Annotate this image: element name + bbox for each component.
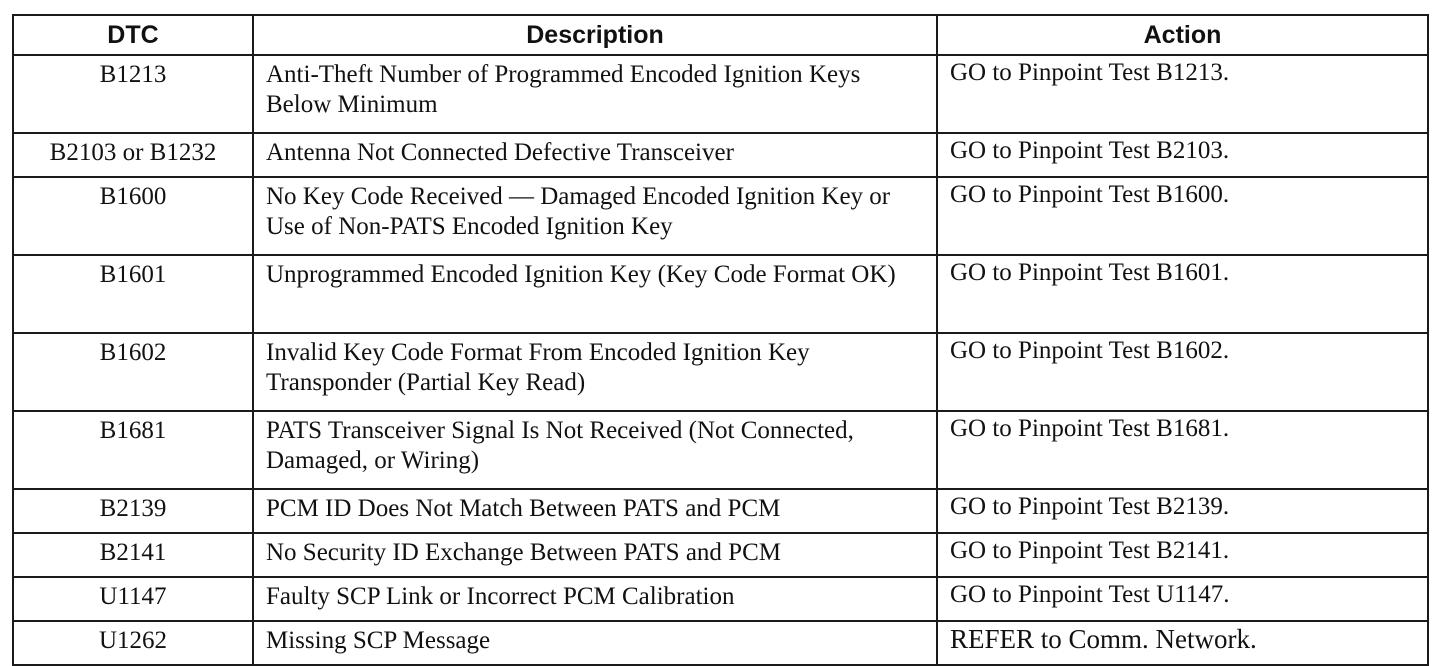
table-row <box>13 133 1428 177</box>
action-cell: GO to Pinpoint Test B1213. <box>937 55 1428 133</box>
table-row <box>13 177 1428 255</box>
table-row <box>13 55 1428 133</box>
table-row <box>13 533 1428 577</box>
table-header <box>13 15 1428 55</box>
action-cell: GO to Pinpoint Test B1602. <box>937 333 1428 411</box>
table-row <box>13 255 1428 333</box>
description-cell: PATS Transceiver Signal Is Not Received (Not Connected, Damaged, or Wiring) <box>253 411 937 489</box>
dtc-cell: B1681 <box>13 411 253 489</box>
action-cell: REFER to Comm. Network. <box>937 621 1428 665</box>
action-cell: GO to Pinpoint Test B1601. <box>937 255 1428 333</box>
dtc-cell: B1602 <box>13 333 253 411</box>
action-cell: GO to Pinpoint Test B2139. <box>937 489 1428 533</box>
action-cell: GO to Pinpoint Test B2141. <box>937 533 1428 577</box>
description-cell: Anti-Theft Number of Programmed Encoded Ignition Keys Below Minimum <box>253 55 937 133</box>
dtc-cell: B1601 <box>13 255 253 333</box>
table-row <box>13 577 1428 621</box>
table-row <box>13 621 1428 665</box>
dtc-cell: B2139 <box>13 489 253 533</box>
action-cell: GO to Pinpoint Test B2103. <box>937 133 1428 177</box>
description-cell: Invalid Key Code Format From Encoded Ignition Key Transponder (Partial Key Read) <box>253 333 937 411</box>
dtc-cell: B1213 <box>13 55 253 133</box>
header-action: Action <box>937 15 1428 55</box>
dtc-cell: B2103 or B1232 <box>13 133 253 177</box>
header-description: Description <box>253 15 937 55</box>
action-cell: GO to Pinpoint Test B1681. <box>937 411 1428 489</box>
table-row <box>13 333 1428 411</box>
description-cell: No Key Code Received — Damaged Encoded Ignition Key or Use of Non-PATS Encoded Ignition Key <box>253 177 937 255</box>
action-cell: GO to Pinpoint Test B1600. <box>937 177 1428 255</box>
dtc-cell: U1147 <box>13 577 253 621</box>
dtc-cell: U1262 <box>13 621 253 665</box>
description-cell: Unprogrammed Encoded Ignition Key (Key Code Format OK) <box>253 255 937 333</box>
header-dtc: DTC <box>13 15 253 55</box>
action-cell: GO to Pinpoint Test U1147. <box>937 577 1428 621</box>
description-cell: Antenna Not Connected Defective Transceiver <box>253 133 937 177</box>
table-row <box>13 411 1428 489</box>
dtc-cell: B2141 <box>13 533 253 577</box>
header-row <box>13 15 1428 55</box>
description-cell: Missing SCP Message <box>253 621 937 665</box>
description-cell: No Security ID Exchange Between PATS and PCM <box>253 533 937 577</box>
dtc-table <box>12 14 1429 666</box>
table-body <box>13 55 1428 665</box>
table-row <box>13 489 1428 533</box>
description-cell: PCM ID Does Not Match Between PATS and PCM <box>253 489 937 533</box>
dtc-cell: B1600 <box>13 177 253 255</box>
description-cell: Faulty SCP Link or Incorrect PCM Calibration <box>253 577 937 621</box>
